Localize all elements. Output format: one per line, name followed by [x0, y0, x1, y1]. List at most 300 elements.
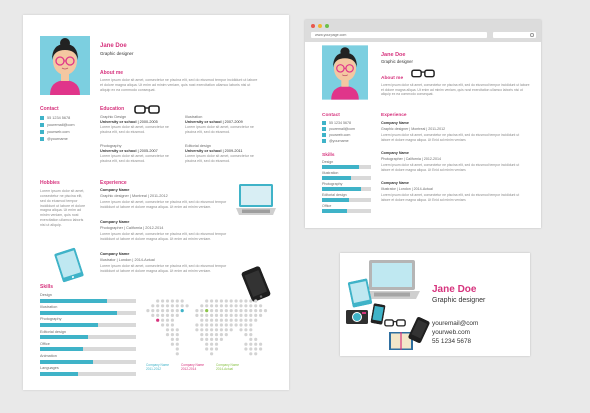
- map-dot: [215, 343, 218, 346]
- map-dot: [166, 319, 169, 322]
- map-dot: [244, 299, 247, 302]
- map-dot: [239, 328, 242, 331]
- map-dot: [200, 309, 203, 312]
- education-school-line: University or school | 2000-2005: [100, 120, 158, 124]
- map-dot: [156, 299, 159, 302]
- map-dot: [244, 319, 247, 322]
- map-dot: [205, 347, 208, 350]
- search-icon: [530, 33, 534, 37]
- map-dot: [259, 314, 262, 317]
- map-dot: [249, 323, 252, 326]
- about-heading: About me: [100, 70, 124, 76]
- map-dot: [210, 304, 213, 307]
- laptop-icon: [236, 184, 276, 216]
- map-dot: [249, 343, 252, 346]
- skill-label: Office: [40, 341, 50, 346]
- map-dot: [166, 333, 169, 336]
- map-dot: [176, 328, 179, 331]
- map-dot: [181, 304, 184, 307]
- map-dot: [230, 299, 233, 302]
- map-dot: [225, 304, 228, 307]
- skill-bar: [40, 347, 136, 351]
- map-dot: [161, 323, 164, 326]
- browser-experience-heading: Experience: [381, 113, 407, 118]
- map-dot: [205, 328, 208, 331]
- map-dot: [225, 299, 228, 302]
- browser-experience-text: Lorem ipsum dolor sit amet, consectetur ne piscina elit, sed do eiusmod tempor incididunt ut labore et dolore magna aliqua. Ut Enid ad minim veniam.: [381, 163, 520, 172]
- map-dot: [210, 347, 213, 350]
- legend-item-2-name: Company Name: [181, 363, 205, 367]
- map-dot: [171, 333, 174, 336]
- map-dot: [161, 309, 164, 312]
- browser-skill-bar: [322, 187, 371, 191]
- browser-contact-email[interactable]: youremail@com: [329, 126, 356, 131]
- map-dot: [176, 309, 179, 312]
- map-dot: [220, 328, 223, 331]
- map-dot: [249, 338, 252, 341]
- map-dot: [176, 304, 179, 307]
- map-dot: [166, 323, 169, 326]
- hobbies-heading: Hobbies: [40, 180, 60, 186]
- browser-about-heading: About me: [381, 76, 404, 81]
- legend-item-3: [216, 364, 239, 372]
- contact-email[interactable]: youremail@com: [47, 122, 75, 127]
- skill-bar: [40, 360, 136, 364]
- card-laptop-icon: [364, 260, 420, 300]
- skill-bar: [40, 299, 136, 303]
- map-dot: [225, 323, 228, 326]
- skill-bar-fill: [40, 323, 98, 327]
- map-dot: [200, 304, 203, 307]
- map-dot: [215, 347, 218, 350]
- map-dot: [244, 323, 247, 326]
- browser-skills-heading: Skills: [322, 153, 335, 158]
- map-dot: [176, 333, 179, 336]
- map-dot: [239, 314, 242, 317]
- map-dot: [254, 309, 257, 312]
- map-dot: [230, 328, 233, 331]
- world-map: [140, 298, 270, 360]
- map-dot: [176, 352, 179, 355]
- browser-skill-label: Editorial design: [322, 193, 347, 197]
- education-school: University or school: [100, 120, 137, 124]
- skill-bar-fill: [40, 360, 93, 364]
- map-dot: [195, 328, 198, 331]
- skill-label: Illustration: [40, 305, 58, 310]
- map-dot: [210, 333, 213, 336]
- map-dot: [181, 309, 184, 312]
- map-dot: [166, 328, 169, 331]
- browser-skill-bar: [322, 209, 371, 213]
- map-dot: [210, 352, 213, 355]
- education-school-line: University or school | 2009-2011: [185, 149, 243, 153]
- map-dot: [215, 323, 218, 326]
- map-dot: [239, 299, 242, 302]
- education-years: 2000-2005: [139, 120, 158, 124]
- map-dot: [249, 333, 252, 336]
- skills-heading: Skills: [40, 284, 54, 290]
- map-dot: [225, 333, 228, 336]
- hobbies-text: Lorem ipsum dolor sit amet, consectetur ne piscina elit, sed do eiusmod tempor incididunt ut labore et dolore magna aliqua. Ut enim ad minim veniam, quis nost exercitation ullamco laboris nisi ut aliquip.: [40, 189, 86, 227]
- experience-text: Lorem ipsum dolor sit amet, consectetur ne piscina elit, sed do eiusmod tempor incididunt ut labore et dolore magna aliqua. Ut enim ad minim veniam.: [100, 264, 227, 273]
- map-dot: [195, 309, 198, 312]
- map-dot: [254, 299, 257, 302]
- map-dot: [161, 304, 164, 307]
- map-dot: [176, 299, 179, 302]
- map-dot: [225, 328, 228, 331]
- map-dot: [235, 319, 238, 322]
- map-dot: [244, 304, 247, 307]
- map-dot: [210, 338, 213, 341]
- experience-heading: Experience: [100, 180, 127, 186]
- twitter-icon: [40, 137, 44, 141]
- browser-name: Jane Doe: [381, 52, 406, 58]
- map-dot: [249, 347, 252, 350]
- skill-bar-fill: [40, 347, 83, 351]
- browser-title: Graphic designer: [381, 59, 413, 64]
- map-dot: [205, 309, 208, 312]
- education-school-line: University or school | 2005-2007: [100, 149, 158, 153]
- map-dot: [225, 314, 228, 317]
- map-dot: [210, 314, 213, 317]
- map-dot: [244, 309, 247, 312]
- browser-experience-company: Company Name: [381, 121, 409, 125]
- map-dot: [220, 323, 223, 326]
- map-dot: [210, 319, 213, 322]
- map-dot: [151, 314, 154, 317]
- map-dot: [264, 309, 267, 312]
- skill-bar: [40, 311, 136, 315]
- map-dot: [171, 309, 174, 312]
- card-phone: 55 1234 5678: [432, 338, 472, 345]
- map-dot: [210, 299, 213, 302]
- map-dot: [171, 338, 174, 341]
- map-dot: [200, 328, 203, 331]
- contact-phone: 55 1234 5678: [47, 115, 71, 120]
- map-dot: [156, 314, 159, 317]
- skill-bar: [40, 335, 136, 339]
- browser-web-icon: [322, 133, 326, 137]
- card-title: Graphic designer: [432, 297, 486, 304]
- map-dot: [210, 343, 213, 346]
- skill-label: Design: [40, 293, 52, 297]
- glasses-icon: [134, 104, 160, 114]
- map-dot: [176, 338, 179, 341]
- card-camera-icon: [346, 310, 368, 324]
- map-dot: [171, 304, 174, 307]
- map-dot: [249, 314, 252, 317]
- map-dot: [220, 319, 223, 322]
- map-dot: [156, 319, 159, 322]
- map-dot: [181, 299, 184, 302]
- skill-bar: [40, 323, 136, 327]
- resume-name: Jane Doe: [100, 43, 127, 49]
- map-dot: [249, 299, 252, 302]
- browser-phone-icon: [322, 121, 326, 125]
- map-dot: [171, 299, 174, 302]
- maximize-dot-icon[interactable]: [325, 24, 329, 28]
- map-dot: [220, 304, 223, 307]
- education-title: Editorial design: [185, 144, 211, 148]
- browser-experience-company: Company Name: [381, 151, 409, 155]
- experience-company: Company Name: [100, 219, 130, 224]
- map-dot: [151, 309, 154, 312]
- map-dot: [195, 323, 198, 326]
- browser-avatar: [322, 44, 368, 101]
- skill-label: Languages: [40, 366, 59, 371]
- contact-heading: Contact: [40, 106, 59, 112]
- skill-bar-fill: [40, 335, 88, 339]
- education-text: Lorem ipsum dolor sit amet, consectetur ne piscina elit, sed do eiusmod.: [100, 154, 169, 163]
- phone-icon: [40, 116, 44, 120]
- map-dot: [215, 328, 218, 331]
- experience-line: Photographer | California | 2012-2014: [100, 226, 164, 230]
- map-dot: [200, 319, 203, 322]
- map-dot: [161, 299, 164, 302]
- skill-bar-fill: [40, 372, 78, 376]
- map-dot: [244, 343, 247, 346]
- map-dot: [205, 323, 208, 326]
- map-dot: [254, 352, 257, 355]
- map-dot: [156, 304, 159, 307]
- map-dot: [235, 323, 238, 326]
- browser-skill-label: Design: [322, 160, 334, 164]
- education-years: 2005-2007: [139, 149, 158, 153]
- browser-skill-bar: [322, 165, 371, 169]
- map-dot: [215, 309, 218, 312]
- map-dot: [239, 319, 242, 322]
- map-dot: [249, 319, 252, 322]
- map-dot: [220, 338, 223, 341]
- education-title: Illustration: [185, 115, 203, 119]
- skill-bar-fill: [40, 299, 107, 303]
- map-dot: [176, 343, 179, 346]
- contact-social[interactable]: @yourname: [47, 136, 68, 141]
- legend-item-2: [181, 364, 204, 372]
- legend-item-1: [146, 364, 169, 372]
- browser-experience-line: Photographer | California | 2012-2014: [381, 157, 442, 161]
- map-dot: [205, 319, 208, 322]
- map-dot: [210, 309, 213, 312]
- browser-skill-bar-fill: [322, 209, 347, 213]
- education-text: Lorem ipsum dolor sit amet, consectetur ne piscina elit, sed do eiusmod.: [100, 125, 169, 134]
- map-dot: [200, 338, 203, 341]
- education-text: Lorem ipsum dolor sit amet, consectetur ne piscina elit, sed do eiusmod.: [185, 125, 254, 134]
- map-dot: [210, 323, 213, 326]
- map-dot: [235, 299, 238, 302]
- legend-item-3-years: 2014-Actual: [216, 366, 234, 371]
- skill-bar-fill: [40, 311, 117, 315]
- browser-skill-bar: [322, 176, 371, 180]
- map-dot: [205, 333, 208, 336]
- map-dot: [186, 304, 189, 307]
- map-dot: [249, 309, 252, 312]
- map-dot: [235, 304, 238, 307]
- map-dot: [244, 314, 247, 317]
- map-dot: [230, 309, 233, 312]
- map-dot: [239, 304, 242, 307]
- experience-company: Company Name: [100, 251, 130, 256]
- experience-text: Lorem ipsum dolor sit amet, consectetur ne piscina elit, sed do eiusmod tempor incididunt ut labore et dolore magna aliqua. Ut enim ad minim veniam.: [100, 200, 227, 209]
- map-dot: [244, 328, 247, 331]
- map-dot: [171, 319, 174, 322]
- map-dot: [166, 299, 169, 302]
- map-dot: [166, 309, 169, 312]
- map-dot: [166, 304, 169, 307]
- map-dot: [200, 333, 203, 336]
- map-dot: [171, 323, 174, 326]
- map-dot: [230, 319, 233, 322]
- map-dot: [146, 309, 149, 312]
- skill-label: Photography: [40, 317, 62, 322]
- about-text: Lorem ipsum dolor sit amet, consectetur ne piscina elit, sed do eiusmod tempor incididunt ut labore et dolore magna aliqua. Ut enim ad minim veniam, quis nost exercitation ullamco laboris nisi ut aliquip ex ea commodo consequat.: [100, 78, 258, 92]
- education-school: University or school: [185, 120, 222, 124]
- map-dot: [225, 319, 228, 322]
- browser-email-icon: [322, 127, 326, 131]
- map-dot: [259, 343, 262, 346]
- card-glasses-icon: [384, 318, 406, 327]
- map-dot: [220, 333, 223, 336]
- education-years: 2009-2011: [224, 149, 243, 153]
- map-dot: [249, 352, 252, 355]
- map-dot: [225, 309, 228, 312]
- browser-contact-social[interactable]: @yourname: [329, 138, 349, 143]
- education-heading: Education: [100, 106, 125, 112]
- minimize-dot-icon[interactable]: [318, 24, 322, 28]
- card-name: Jane Doe: [432, 284, 477, 295]
- address-url: www.yourpage.com: [315, 32, 347, 37]
- map-dot: [244, 347, 247, 350]
- map-dot: [171, 343, 174, 346]
- map-dot: [215, 333, 218, 336]
- map-dot: [220, 299, 223, 302]
- card-email[interactable]: youremail@com: [432, 320, 479, 327]
- map-dot: [205, 338, 208, 341]
- browser-toolbar: [305, 20, 541, 42]
- legend-item-2-years: 2012-2014: [181, 366, 197, 371]
- map-dot: [215, 319, 218, 322]
- education-school-line: University or school | 2007-2009: [185, 120, 243, 124]
- map-dot: [235, 309, 238, 312]
- map-dot: [239, 309, 242, 312]
- map-dot: [156, 309, 159, 312]
- map-dot: [205, 314, 208, 317]
- skill-label: Editorial design: [40, 329, 66, 334]
- map-dot: [210, 328, 213, 331]
- map-dot: [239, 323, 242, 326]
- map-dot: [205, 343, 208, 346]
- map-dot: [254, 319, 257, 322]
- map-dot: [200, 323, 203, 326]
- map-dot: [151, 304, 154, 307]
- map-dot: [254, 304, 257, 307]
- browser-skill-bar-fill: [322, 187, 361, 191]
- browser-contact-phone: 55 1234 5678: [329, 120, 351, 125]
- browser-skill-bar: [322, 198, 371, 202]
- map-dot: [244, 333, 247, 336]
- card-web[interactable]: yourweb.com: [432, 329, 471, 336]
- map-dot: [254, 343, 257, 346]
- education-years: 2007-2009: [224, 120, 243, 124]
- browser-skill-bar-fill: [322, 198, 349, 202]
- map-dot: [259, 309, 262, 312]
- map-dot: [215, 338, 218, 341]
- close-dot-icon[interactable]: [311, 24, 315, 28]
- map-dot: [205, 299, 208, 302]
- browser-skill-label: Photography: [322, 182, 343, 186]
- experience-text: Lorem ipsum dolor sit amet, consectetur ne piscina elit, sed do eiusmod tempor incididunt ut labore et dolore magna aliqua. Ut enim ad minim veniam.: [100, 232, 227, 241]
- map-dot: [230, 323, 233, 326]
- browser-skill-label: Office: [322, 204, 332, 208]
- map-dot: [254, 314, 257, 317]
- skill-label: Animation: [40, 354, 57, 358]
- legend-item-1-years: 2011-2012: [146, 366, 162, 371]
- map-dot: [235, 314, 238, 317]
- experience-company: Company Name: [100, 187, 130, 192]
- map-dot: [176, 314, 179, 317]
- browser-skill-label: Illustration: [322, 171, 339, 175]
- map-dot: [166, 314, 169, 317]
- education-school: University or school: [185, 149, 222, 153]
- browser-experience-line: Illustrator | London | 2014-Actual: [381, 187, 433, 191]
- map-dot: [230, 314, 233, 317]
- browser-skill-bar-fill: [322, 165, 359, 169]
- map-dot: [205, 304, 208, 307]
- browser-experience-line: Graphic designer | Montreal | 2011-2012: [381, 127, 446, 131]
- map-dot: [220, 309, 223, 312]
- browser-experience-text: Lorem ipsum dolor sit amet, consectetur ne piscina elit, sed do eiusmod tempor incididunt ut labore et dolore magna aliqua. Ut Enid ad minim veniam.: [381, 133, 520, 142]
- map-dot: [215, 314, 218, 317]
- education-school: University or school: [100, 149, 137, 153]
- map-dot: [171, 328, 174, 331]
- map-dot: [195, 314, 198, 317]
- browser-glasses-icon: [411, 68, 435, 78]
- education-text: Lorem ipsum dolor sit amet, consectetur ne piscina elit, sed do eiusmod.: [185, 154, 254, 163]
- browser-contact-heading: Contact: [322, 113, 340, 118]
- browser-about-text: Lorem ipsum dolor sit amet, consectetur ne piscina elit, sed do eiusmod tempor incididunt ut labore et dolore magna aliqua. Ut enim ad minim veniam, quis nost exercitation ullamco laboris nisi ut aliquip ex ea commodo consequat.: [381, 83, 530, 97]
- browser-experience-text: Lorem ipsum dolor sit amet, consectetur ne piscina elit, sed do eiusmod tempor incididunt ut labore et dolore magna aliqua. Ut Enid ad minim veniam.: [381, 193, 520, 202]
- browser-twitter-icon: [322, 139, 326, 143]
- map-dot: [215, 304, 218, 307]
- avatar: [40, 36, 90, 95]
- education-title: Photography: [100, 144, 122, 148]
- map-dot: [259, 304, 262, 307]
- legend-item-1-name: Company Name: [146, 363, 170, 367]
- experience-line: Graphic designer | Montreal | 2011-2012: [100, 194, 168, 198]
- education-title: Graphic Design: [100, 115, 127, 119]
- map-dot: [254, 347, 257, 350]
- web-icon: [40, 130, 44, 134]
- browser-experience-company: Company Name: [381, 181, 409, 185]
- map-dot: [220, 314, 223, 317]
- map-dot: [176, 347, 179, 350]
- map-dot: [161, 319, 164, 322]
- map-dot: [161, 314, 164, 317]
- email-icon: [40, 123, 44, 127]
- map-dot: [200, 314, 203, 317]
- map-dot: [215, 299, 218, 302]
- browser-contact-web[interactable]: yourweb.com: [329, 132, 351, 137]
- map-dot: [230, 304, 233, 307]
- contact-web[interactable]: yourweb.com: [47, 129, 70, 134]
- resume-title: Graphic designer: [100, 51, 134, 56]
- map-dot: [254, 338, 257, 341]
- skill-bar: [40, 372, 136, 376]
- map-dot: [249, 304, 252, 307]
- experience-line: Illustrator | London | 2014-Actual: [100, 258, 155, 262]
- map-dot: [171, 314, 174, 317]
- map-dot: [259, 347, 262, 350]
